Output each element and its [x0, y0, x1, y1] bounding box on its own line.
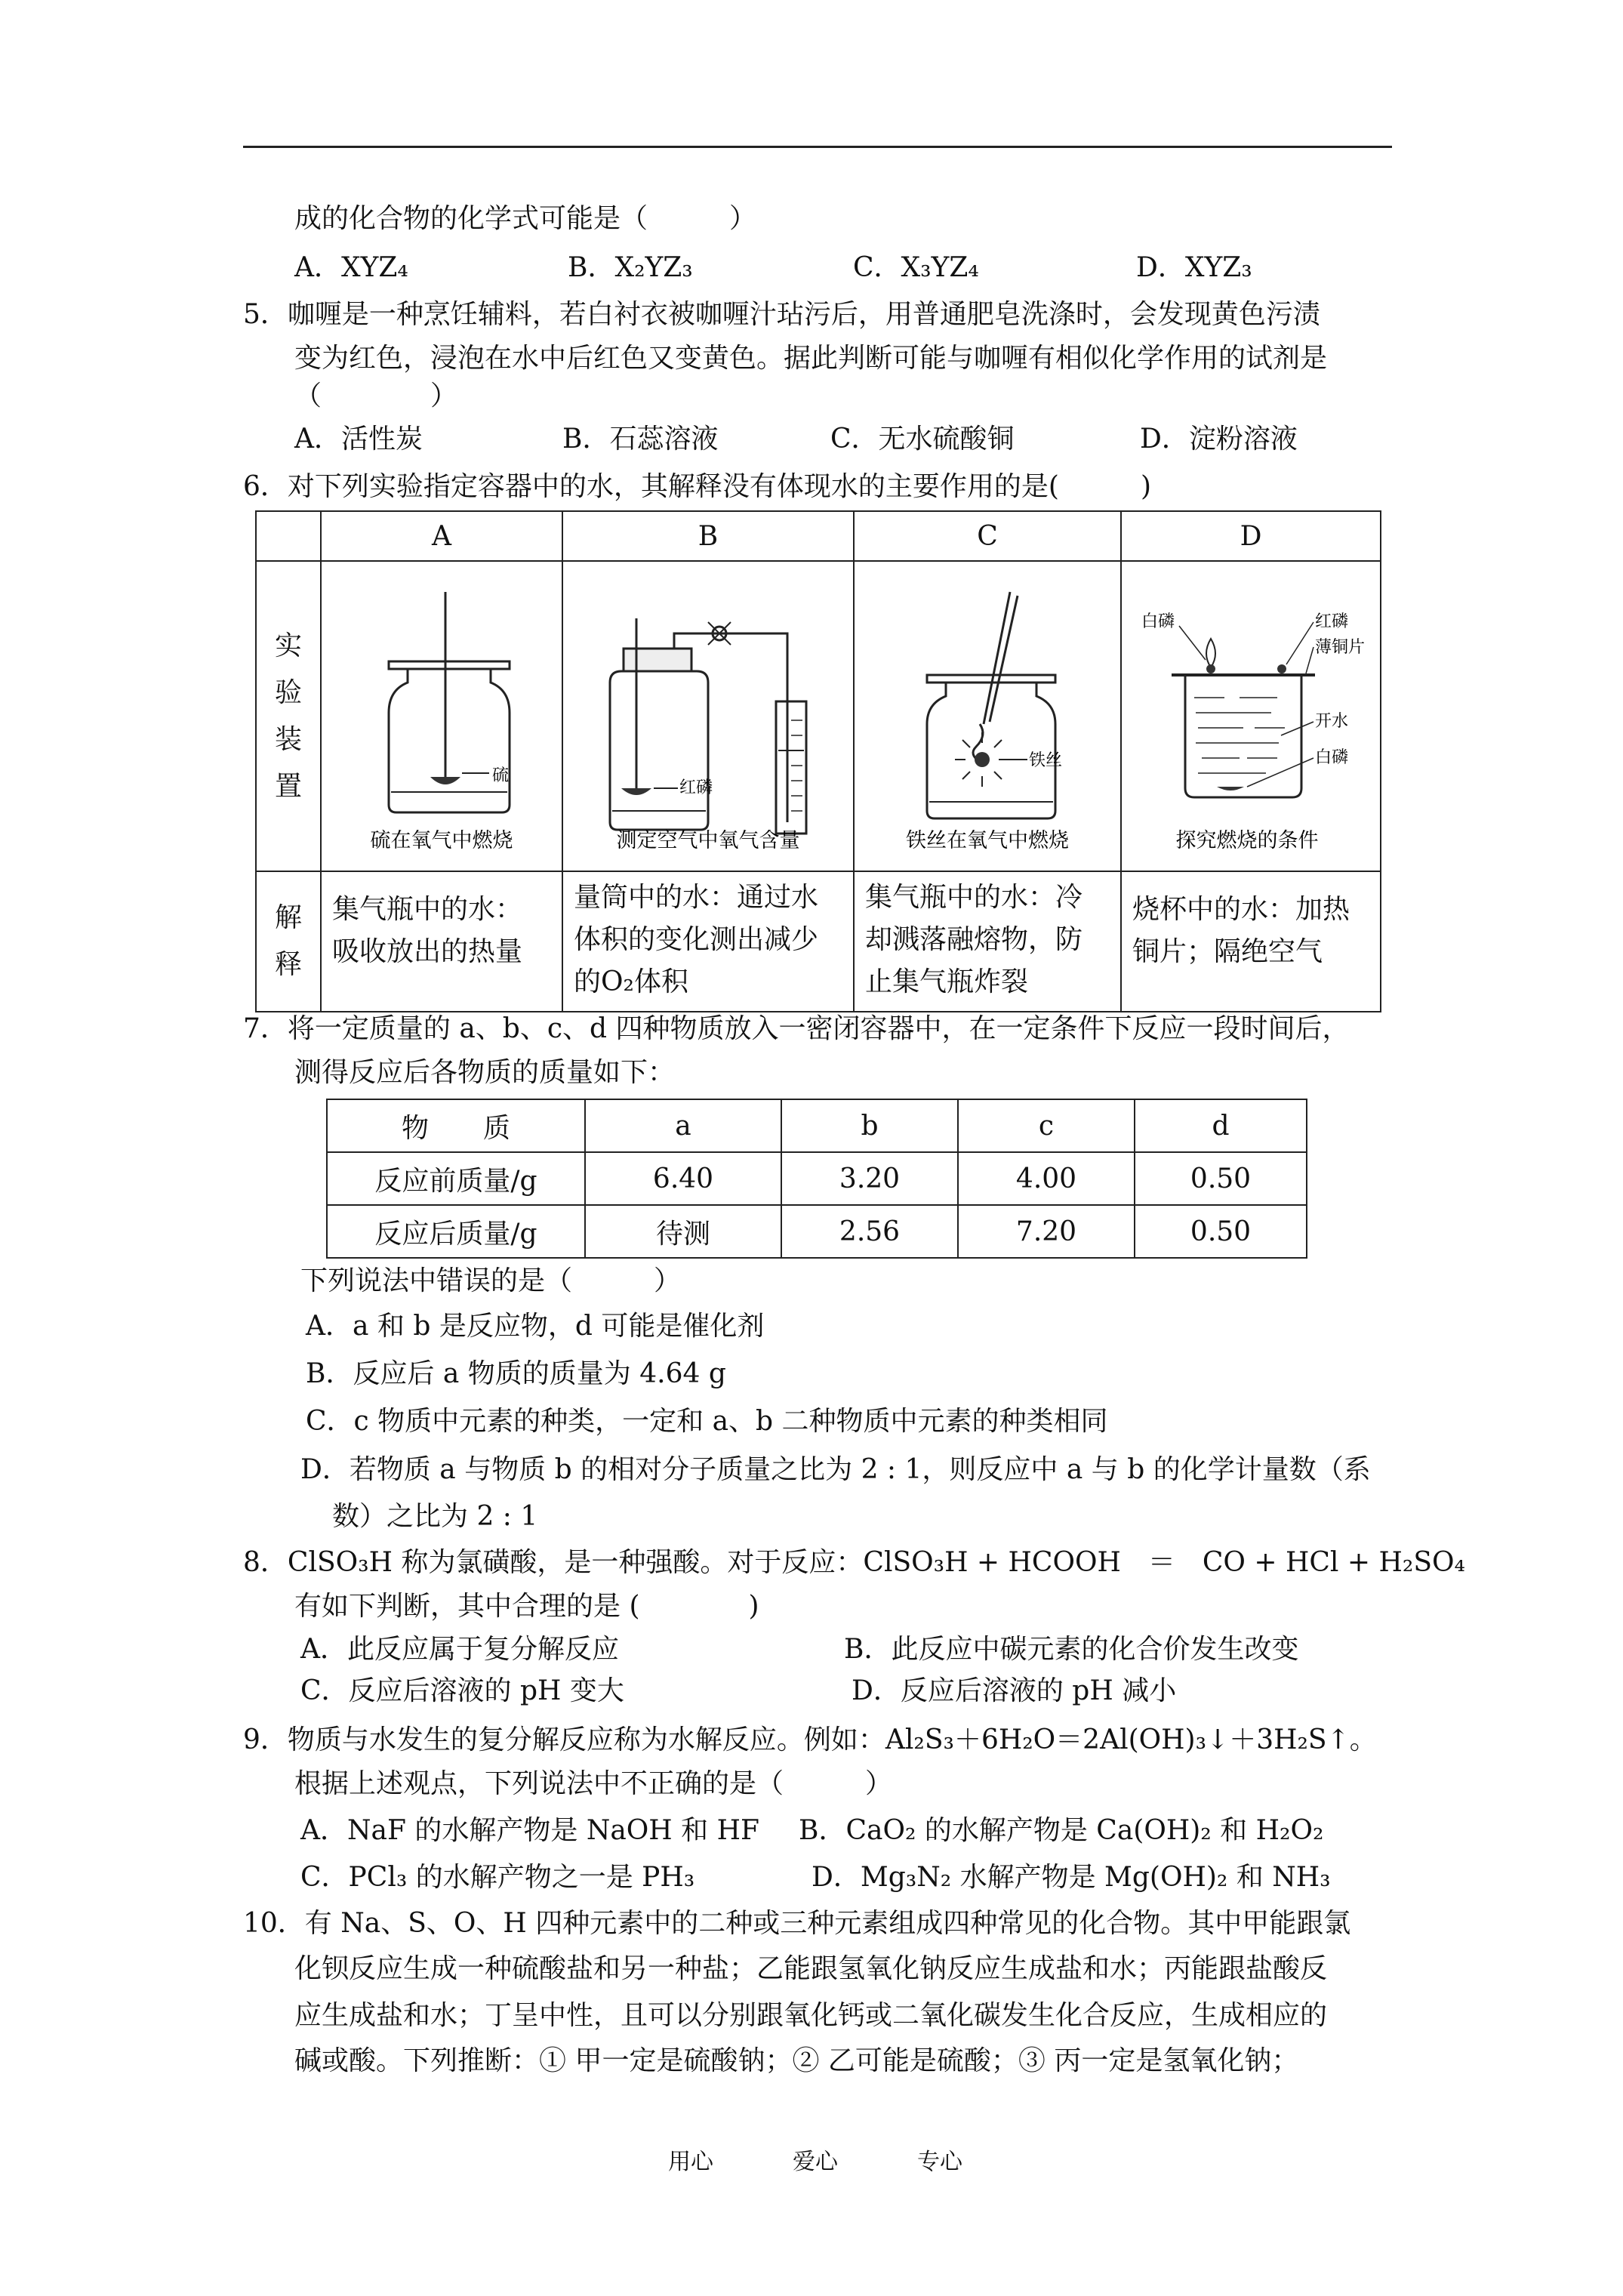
q6-explanation-d: 烧杯中的水：加热 铜片；隔绝空气: [1121, 871, 1381, 1012]
q8-option-b: B．此反应中碳元素的化合价发生改变: [844, 1634, 1299, 1665]
caption-d: 探究燃烧的条件: [1175, 829, 1319, 852]
q7-cell: 反应后质量/g: [327, 1205, 585, 1258]
q10-stem-line2: 化钡反应生成一种硫酸盐和另一种盐；乙能跟氢氧化钠反应生成盐和水；丙能跟盐酸反: [294, 1953, 1328, 1984]
header-rule: [243, 146, 1392, 148]
q7-cell: 0.50: [1135, 1152, 1307, 1205]
label-boiling-water: 开水: [1315, 712, 1349, 731]
q7-cell: 0.50: [1135, 1205, 1307, 1258]
q7-option-b: B．反应后 a 物质的质量为 4.64 g: [306, 1358, 726, 1389]
q7-option-d-line2: 数）之比为 2 : 1: [332, 1501, 538, 1532]
q8-stem-line2: 有如下判断，其中合理的是 ( ): [294, 1591, 759, 1622]
q6-stem: 6．对下列实验指定容器中的水，其解释没有体现水的主要作用的是( ): [243, 471, 1151, 502]
oxygen-content-diagram: [565, 562, 852, 864]
table-row: [327, 1205, 1307, 1258]
q4-option-d: D．XYZ₃: [1136, 252, 1252, 283]
q6-explanation-b: 量筒中的水：通过水 体积的变化测出减少 的O₂体积: [562, 871, 854, 1012]
q6-header-d: D: [1121, 511, 1381, 561]
q7-stem-line2: 测得反应后各物质的质量如下：: [294, 1057, 676, 1088]
q7-header-d: d: [1135, 1099, 1307, 1152]
q6-explanation-a: 集气瓶中的水： 吸收放出的热量: [321, 871, 562, 1012]
iron-wire-burning-diagram: [855, 562, 1119, 864]
q6-apparatus-b: [562, 561, 854, 871]
q7-table: [326, 1099, 1307, 1259]
q7-cell: 3.20: [781, 1152, 958, 1205]
q8-option-a: A．此反应属于复分解反应: [300, 1634, 619, 1665]
q4-option-b: B．X₂YZ₃: [568, 252, 693, 283]
q6-row-label-explanation: 解 释: [256, 871, 321, 1012]
q7-cell: 7.20: [958, 1205, 1135, 1258]
q9-stem-line2: 根据上述观点，下列说法中不正确的是（ ）: [294, 1768, 893, 1799]
sulfur-burning-diagram: [325, 562, 559, 864]
q10-stem-line4: 碱或酸。下列推断：① 甲一定是硫酸钠；② 乙可能是硫酸；③ 丙一定是氢氧化钠；: [294, 2045, 1299, 2076]
q4-option-a: A．XYZ₄: [294, 252, 408, 283]
q7-prompt: 下列说法中错误的是（ ）: [300, 1265, 682, 1296]
q9-option-c: C．PCl₃ 的水解产物之一是 PH₃: [300, 1862, 695, 1893]
q7-option-c: C．c 物质中元素的种类，一定和 a、b 二种物质中元素的种类相同: [306, 1406, 1108, 1437]
caption-a: 硫在氧气中燃烧: [370, 829, 513, 852]
q10-stem-line3: 应生成盐和水；丁呈中性，且可以分别跟氧化钙或二氧化碳发生化合反应，生成相应的: [294, 2000, 1328, 2031]
q9-stem-line1: 9．物质与水发生的复分解反应称为水解反应。例如：Al₂S₃＋6H₂O＝2Al(OH)₃↓＋3H₂S↑。: [243, 1724, 1377, 1755]
q5-stem-line3: （ ）: [294, 381, 458, 411]
q10-stem-line1: 10．有 Na、S、O、H 四种元素中的二种或三种元素组成四种常见的化合物。其中甲能跟氯: [243, 1908, 1351, 1939]
q7-header-c: c: [958, 1099, 1135, 1152]
label-white-phosphorus-bottom: 白磷: [1315, 748, 1349, 767]
q8-option-c: C．反应后溶液的 pH 变大: [300, 1675, 624, 1706]
q8-option-d: D．反应后溶液的 pH 减小: [852, 1675, 1177, 1706]
q7-cell: 反应前质量/g: [327, 1152, 585, 1205]
q9-option-a: A．NaF 的水解产物是 NaOH 和 HF: [300, 1815, 759, 1846]
q7-cell: 待测: [585, 1205, 781, 1258]
q7-cell: 4.00: [958, 1152, 1135, 1205]
q6-header-a: A: [321, 511, 562, 561]
q6-header-b: B: [562, 511, 854, 561]
table-row: [327, 1152, 1307, 1205]
q7-option-d-line1: D．若物质 a 与物质 b 的相对分子质量之比为 2 : 1，则反应中 a 与 b 的化学计量数（系: [300, 1454, 1371, 1485]
label-red-phosphorus-d: 红磷: [1315, 612, 1349, 631]
q5-option-c: C．无水硫酸铜: [830, 424, 1015, 455]
q7-stem-line1: 7．将一定质量的 a、b、c、d 四种物质放入一密闭容器中，在一定条件下反应一段时间后，: [243, 1013, 1350, 1044]
q6-apparatus-c: [854, 561, 1121, 871]
q7-header-substance: 物 质: [327, 1099, 585, 1152]
combustion-conditions-diagram: [1126, 562, 1375, 864]
q7-header-a: a: [585, 1099, 781, 1152]
q4-option-c: C．X₃YZ₄: [853, 252, 979, 283]
label-sulfur: 硫: [492, 766, 510, 785]
q6-apparatus-a: [321, 561, 562, 871]
q4-stem: 成的化合物的化学式可能是（ ）: [294, 203, 757, 234]
caption-b: 测定空气中氧气含量: [616, 829, 800, 852]
q5-option-d: D．淀粉溶液: [1140, 424, 1298, 455]
label-iron-wire: 铁丝: [1029, 751, 1063, 770]
q5-option-a: A．活性炭: [294, 424, 423, 455]
q6-header-c: C: [854, 511, 1121, 561]
q8-stem-line1: 8．ClSO₃H 称为氯磺酸，是一种强酸。对于反应：ClSO₃H + HCOOH ＝ CO + HCl + H₂SO₄: [243, 1547, 1465, 1578]
footer-text-2: 爱心: [793, 2149, 838, 2175]
footer-text-3: 专心: [917, 2149, 962, 2175]
q5-stem-line1: 5．咖喱是一种烹饪辅料，若白衬衣被咖喱汁玷污后，用普通肥皂洗涤时，会发现黄色污渍: [243, 299, 1320, 330]
q6-row-label-apparatus: 实 验 装 置: [256, 561, 321, 871]
q9-option-d: D．Mg₃N₂ 水解产物是 Mg(OH)₂ 和 NH₃: [812, 1862, 1331, 1893]
caption-c: 铁丝在氧气中燃烧: [906, 829, 1069, 852]
q6-table: [255, 510, 1381, 1012]
label-red-phosphorus-b: 红磷: [679, 778, 713, 797]
q7-header-b: b: [781, 1099, 958, 1152]
q5-option-b: B．石蕊溶液: [562, 424, 719, 455]
q7-option-a: A．a 和 b 是反应物，d 可能是催化剂: [306, 1311, 765, 1342]
q7-cell: 6.40: [585, 1152, 781, 1205]
q6-corner-cell: [256, 511, 321, 561]
q5-stem-line2: 变为红色，浸泡在水中后红色又变黄色。据此判断可能与咖喱有相似化学作用的试剂是: [294, 343, 1328, 374]
q6-apparatus-d: [1121, 561, 1381, 871]
label-white-phosphorus-top: 白磷: [1141, 612, 1175, 631]
footer-text-1: 用心: [668, 2149, 713, 2175]
label-copper-sheet: 薄铜片: [1315, 638, 1366, 657]
q7-cell: 2.56: [781, 1205, 958, 1258]
q6-explanation-c: 集气瓶中的水：冷 却溅落融熔物，防 止集气瓶炸裂: [854, 871, 1121, 1012]
q9-option-b: B．CaO₂ 的水解产物是 Ca(OH)₂ 和 H₂O₂: [799, 1815, 1324, 1846]
